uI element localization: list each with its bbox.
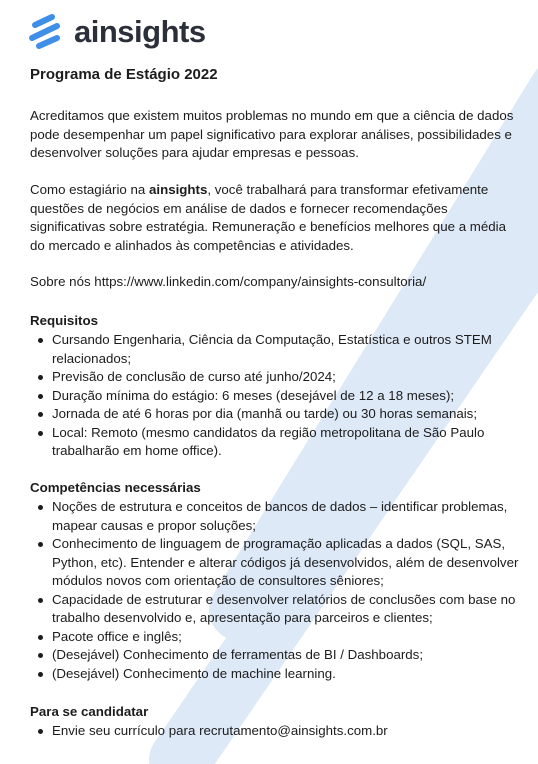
bullet-icon [38, 729, 43, 734]
list-item-text: Noções de estrutura e conceitos de bancos de dados – identificar problemas, mapear causas e propor soluções; [52, 499, 508, 533]
list-item [30, 368, 525, 387]
requirements-list [30, 331, 525, 461]
apply-heading: Para se candidatar [30, 704, 149, 719]
list-item [30, 591, 525, 628]
bullet-icon [38, 635, 43, 640]
role-company: ainsights [149, 182, 208, 197]
list-item [30, 665, 525, 684]
intro-paragraph: Acreditamos que existem muitos problemas no mundo em que a ciência de dados pode desempenhar um papel significativo para explorar análises, possibilidades e desenvolver soluções para ajudar empresas e pessoas. [30, 108, 514, 160]
list-item-text: Pacote office e inglês; [52, 628, 182, 644]
role-paragraph [30, 181, 520, 255]
list-item-text: (Desejável) Conhecimento de machine learning. [52, 665, 336, 681]
requirements-heading: Requisitos [30, 313, 98, 328]
bullet-icon [38, 412, 43, 417]
page-title: Programa de Estágio 2022 [30, 66, 218, 83]
list-item-text: Duração mínima do estágio: 6 meses (desejável de 12 a 18 meses); [52, 387, 455, 403]
bullet-icon [38, 394, 43, 399]
role-suffix: , você trabalhará para transformar efetivamente questões de negócios em análise de dados e fornecer recomendações significativas sobre estratégia. Remuneração e benefícios melhores que a média do mercado e alinhados às competências e atividades. [30, 182, 506, 253]
list-item-text: Jornada de até 6 horas por dia (manhã ou tarde) ou 30 horas semanais; [52, 406, 478, 421]
list-item-text: Conhecimento de linguagem de programação aplicadas a dados (SQL, SAS, Python, etc). Entender e alterar códigos já desenvolvidos, além de desenvolver módulos novos com orientação de consultores sêniores; [52, 536, 519, 588]
bullet-icon [38, 672, 43, 677]
list-item-text: Local: Remoto (mesmo candidatos da região metropolitana de São Paulo trabalharão em home office). [52, 424, 485, 458]
bullet-icon [38, 431, 43, 436]
ainsights-logo-icon [26, 10, 66, 52]
list-item [30, 331, 525, 368]
brand-logo [26, 10, 206, 52]
list-item-text: Capacidade de estruturar e desenvolver relatórios de conclusões com base no trabalho desenvolvido e, apresentação para parceiros e clientes; [52, 591, 516, 625]
bullet-icon [38, 338, 43, 343]
competencies-list [30, 498, 525, 683]
list-item [30, 628, 525, 647]
list-item [30, 535, 525, 591]
list-item-text: Previsão de conclusão de curso até junho/2024; [52, 369, 336, 384]
list-item [30, 387, 525, 406]
brand-name: ainsights [74, 13, 206, 49]
bullet-icon [38, 375, 43, 380]
list-item [30, 722, 525, 741]
bullet-icon [38, 542, 43, 547]
list-item-text: (Desejável) Conhecimento de ferramentas de BI / Dashboards; [52, 647, 424, 662]
bullet-icon [38, 505, 43, 510]
bullet-icon [38, 653, 43, 658]
about-paragraph: Sobre nós https://www.linkedin.com/company/ainsights-consultoria/ [30, 274, 427, 289]
apply-list [30, 722, 525, 741]
list-item [30, 424, 525, 461]
role-prefix: Como estagiário na [30, 182, 149, 197]
list-item [30, 498, 525, 535]
list-item [30, 405, 525, 424]
list-item-text: Envie seu currículo para recrutamento@ainsights.com.br [52, 723, 388, 738]
bullet-icon [38, 598, 43, 603]
list-item-text: Cursando Engenharia, Ciência da Computação, Estatística e outros STEM relacionados; [52, 332, 492, 366]
list-item [30, 646, 525, 665]
competencies-heading: Competências necessárias [30, 480, 201, 495]
